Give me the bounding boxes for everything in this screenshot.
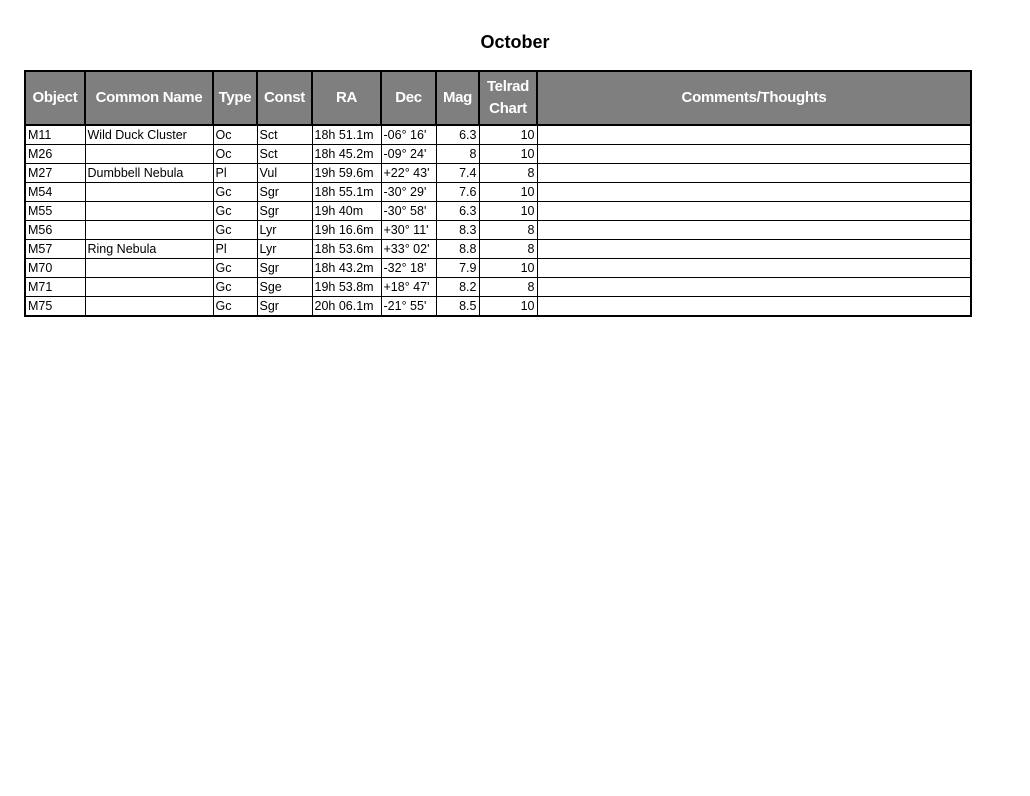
cell-mag: 6.3 bbox=[436, 125, 479, 145]
cell-type: Gc bbox=[213, 183, 257, 202]
cell-type: Pl bbox=[213, 164, 257, 183]
cell-comments[interactable] bbox=[537, 125, 971, 145]
cell-mag: 8.2 bbox=[436, 278, 479, 297]
cell-mag: 7.6 bbox=[436, 183, 479, 202]
cell-const: Lyr bbox=[257, 221, 312, 240]
cell-dec: -21° 55' bbox=[381, 297, 436, 317]
cell-comments[interactable] bbox=[537, 164, 971, 183]
cell-dec: -30° 29' bbox=[381, 183, 436, 202]
cell-ra: 18h 45.2m bbox=[312, 145, 381, 164]
cell-dec: -09° 24' bbox=[381, 145, 436, 164]
cell-comments[interactable] bbox=[537, 145, 971, 164]
cell-const: Sct bbox=[257, 145, 312, 164]
cell-telrad-chart: 8 bbox=[479, 278, 537, 297]
telrad-header-line1: Telrad bbox=[486, 78, 530, 95]
cell-ra: 18h 51.1m bbox=[312, 125, 381, 145]
cell-telrad-chart: 10 bbox=[479, 183, 537, 202]
column-header-const: Const bbox=[257, 71, 312, 125]
cell-type: Pl bbox=[213, 240, 257, 259]
table-row bbox=[25, 125, 971, 145]
column-header-mag: Mag bbox=[436, 71, 479, 125]
cell-object: M56 bbox=[25, 221, 85, 240]
cell-comments[interactable] bbox=[537, 240, 971, 259]
table-row bbox=[25, 183, 971, 202]
table-row bbox=[25, 145, 971, 164]
cell-common-name: Ring Nebula bbox=[85, 240, 213, 259]
table-row bbox=[25, 278, 971, 297]
column-header-dec: Dec bbox=[381, 71, 436, 125]
cell-object: M55 bbox=[25, 202, 85, 221]
cell-comments[interactable] bbox=[537, 202, 971, 221]
cell-object: M57 bbox=[25, 240, 85, 259]
cell-object: M26 bbox=[25, 145, 85, 164]
table-row bbox=[25, 297, 971, 317]
cell-dec: +22° 43' bbox=[381, 164, 436, 183]
cell-telrad-chart: 10 bbox=[479, 145, 537, 164]
cell-ra: 20h 06.1m bbox=[312, 297, 381, 317]
cell-telrad-chart: 10 bbox=[479, 259, 537, 278]
telrad-header-line2: Chart bbox=[489, 100, 527, 117]
cell-comments[interactable] bbox=[537, 297, 971, 317]
cell-common-name: Wild Duck Cluster bbox=[85, 125, 213, 145]
cell-mag: 8 bbox=[436, 145, 479, 164]
cell-type: Gc bbox=[213, 202, 257, 221]
cell-mag: 7.4 bbox=[436, 164, 479, 183]
cell-object: M75 bbox=[25, 297, 85, 317]
observing-table bbox=[24, 70, 972, 317]
table-row bbox=[25, 202, 971, 221]
table-row bbox=[25, 221, 971, 240]
cell-object: M70 bbox=[25, 259, 85, 278]
cell-object: M71 bbox=[25, 278, 85, 297]
cell-dec: +33° 02' bbox=[381, 240, 436, 259]
cell-mag: 8.3 bbox=[436, 221, 479, 240]
cell-ra: 19h 59.6m bbox=[312, 164, 381, 183]
cell-common-name bbox=[85, 221, 213, 240]
cell-type: Gc bbox=[213, 259, 257, 278]
cell-dec: -06° 16' bbox=[381, 125, 436, 145]
cell-ra: 18h 55.1m bbox=[312, 183, 381, 202]
cell-common-name bbox=[85, 297, 213, 317]
cell-dec: -30° 58' bbox=[381, 202, 436, 221]
cell-comments[interactable] bbox=[537, 221, 971, 240]
cell-const: Sgr bbox=[257, 297, 312, 317]
cell-const: Sct bbox=[257, 125, 312, 145]
cell-object: M54 bbox=[25, 183, 85, 202]
cell-telrad-chart: 8 bbox=[479, 164, 537, 183]
cell-common-name bbox=[85, 259, 213, 278]
cell-mag: 7.9 bbox=[436, 259, 479, 278]
header-row bbox=[25, 71, 971, 125]
column-header-object: Object bbox=[25, 71, 85, 125]
cell-ra: 19h 16.6m bbox=[312, 221, 381, 240]
cell-const: Vul bbox=[257, 164, 312, 183]
cell-const: Lyr bbox=[257, 240, 312, 259]
cell-telrad-chart: 8 bbox=[479, 221, 537, 240]
cell-const: Sgr bbox=[257, 259, 312, 278]
cell-common-name bbox=[85, 145, 213, 164]
column-header-common-name: Common Name bbox=[85, 71, 213, 125]
cell-type: Gc bbox=[213, 297, 257, 317]
cell-type: Gc bbox=[213, 221, 257, 240]
column-header-telrad-chart bbox=[479, 71, 537, 125]
cell-common-name bbox=[85, 202, 213, 221]
cell-comments[interactable] bbox=[537, 259, 971, 278]
table-row bbox=[25, 259, 971, 278]
cell-const: Sgr bbox=[257, 183, 312, 202]
cell-type: Oc bbox=[213, 125, 257, 145]
cell-mag: 8.8 bbox=[436, 240, 479, 259]
cell-comments[interactable] bbox=[537, 183, 971, 202]
cell-object: M11 bbox=[25, 125, 85, 145]
cell-type: Oc bbox=[213, 145, 257, 164]
cell-const: Sgr bbox=[257, 202, 312, 221]
column-header-ra: RA bbox=[312, 71, 381, 125]
cell-ra: 18h 53.6m bbox=[312, 240, 381, 259]
cell-telrad-chart: 8 bbox=[479, 240, 537, 259]
cell-ra: 18h 43.2m bbox=[312, 259, 381, 278]
cell-telrad-chart: 10 bbox=[479, 297, 537, 317]
cell-dec: +18° 47' bbox=[381, 278, 436, 297]
page-title: October bbox=[480, 32, 550, 52]
cell-dec: +30° 11' bbox=[381, 221, 436, 240]
column-header-comments: Comments/Thoughts bbox=[537, 71, 971, 125]
cell-type: Gc bbox=[213, 278, 257, 297]
cell-mag: 8.5 bbox=[436, 297, 479, 317]
cell-const: Sge bbox=[257, 278, 312, 297]
cell-ra: 19h 40m bbox=[312, 202, 381, 221]
table-row bbox=[25, 240, 971, 259]
cell-object: M27 bbox=[25, 164, 85, 183]
cell-telrad-chart: 10 bbox=[479, 202, 537, 221]
cell-common-name bbox=[85, 278, 213, 297]
cell-common-name bbox=[85, 183, 213, 202]
column-header-type: Type bbox=[213, 71, 257, 125]
table-row bbox=[25, 164, 971, 183]
cell-mag: 6.3 bbox=[436, 202, 479, 221]
cell-ra: 19h 53.8m bbox=[312, 278, 381, 297]
cell-comments[interactable] bbox=[537, 278, 971, 297]
cell-common-name: Dumbbell Nebula bbox=[85, 164, 213, 183]
cell-dec: -32° 18' bbox=[381, 259, 436, 278]
cell-telrad-chart: 10 bbox=[479, 125, 537, 145]
